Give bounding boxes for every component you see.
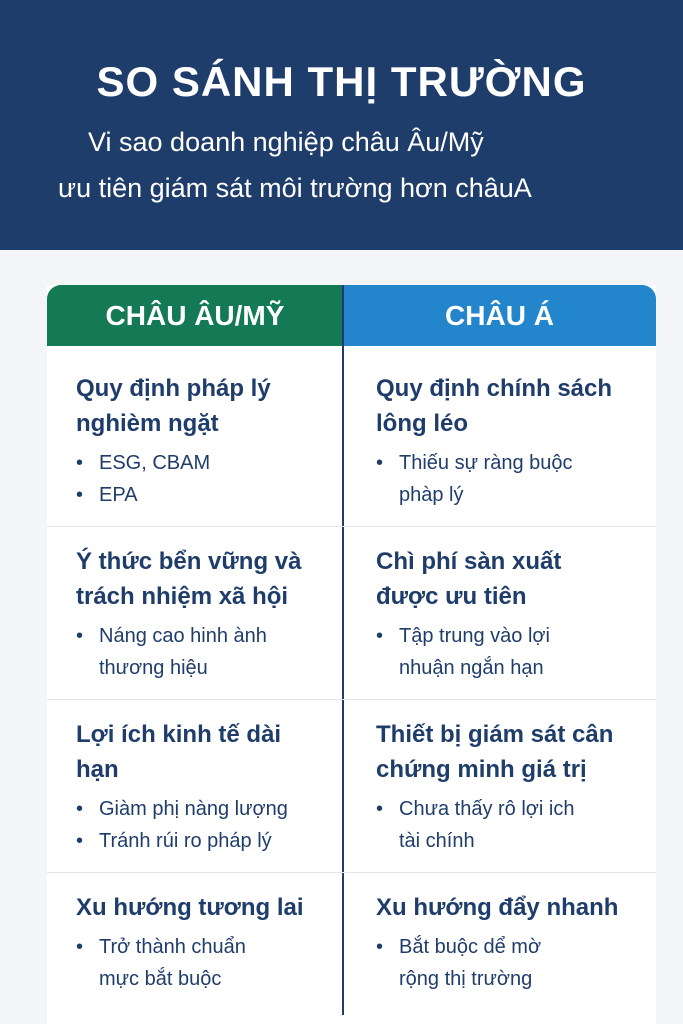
cell-europe-regulation bbox=[76, 371, 346, 511]
cell-title-line: Chì phí sàn xuất bbox=[376, 548, 562, 575]
cell-title-line: lông léo bbox=[376, 410, 468, 437]
list-item-text: Chưa thấy rô lợi ich bbox=[399, 798, 575, 820]
cell-title-line: Quy định pháp lý bbox=[76, 375, 271, 402]
cell-title bbox=[76, 717, 346, 787]
bullet-list bbox=[376, 793, 646, 857]
cell-title-line: trách nhiệm xã hội bbox=[76, 583, 289, 610]
list-item-text: Tập trung vào lợi bbox=[399, 625, 550, 647]
column-header-asia: CHÂU Á bbox=[343, 285, 656, 346]
bullet-list bbox=[76, 620, 346, 684]
list-item-text: phàp lý bbox=[399, 484, 464, 506]
list-item-text: Trở thành chuẩn bbox=[99, 936, 246, 958]
cell-asia-regulation bbox=[376, 371, 646, 511]
cell-title-line: Lợi ích kinh tế dài bbox=[76, 721, 282, 748]
list-item bbox=[376, 793, 646, 857]
list-item bbox=[376, 620, 646, 684]
cell-title-line: hạn bbox=[76, 756, 119, 783]
list-item bbox=[76, 620, 346, 684]
cell-title bbox=[76, 890, 346, 925]
header-banner bbox=[0, 0, 683, 250]
cell-title-line: nghièm ngặt bbox=[76, 410, 219, 437]
bullet-list bbox=[376, 447, 646, 511]
cell-title bbox=[376, 890, 646, 925]
cell-title-line: chứng minh giá trị bbox=[376, 756, 587, 783]
list-item-text: tài chính bbox=[399, 830, 475, 852]
subtitle-line-2: ưu tiên giám sát môi trường hơn châuA bbox=[58, 173, 532, 203]
row-separator bbox=[47, 699, 656, 700]
list-item: • Tránh rúi ro pháp lý bbox=[76, 825, 346, 857]
comparison-table bbox=[47, 285, 656, 1024]
cell-title bbox=[76, 371, 346, 441]
list-item-text: Náng cao hinh ành bbox=[99, 625, 267, 647]
list-item-text: nhuận ngắn hạn bbox=[399, 657, 544, 679]
list-item bbox=[376, 447, 646, 511]
row-separator bbox=[47, 872, 656, 873]
column-header-europe-us: CHÂU ÂU/MỸ bbox=[47, 285, 343, 346]
cell-title bbox=[376, 544, 646, 614]
cell-europe-economic-benefit bbox=[76, 717, 346, 857]
cell-europe-future-trend bbox=[76, 890, 346, 995]
list-item: • EPA bbox=[76, 479, 346, 511]
cell-asia-accelerating-trend bbox=[376, 890, 646, 995]
list-item-text: mực bắt buộc bbox=[99, 968, 222, 990]
list-item-text: rộng thị trường bbox=[399, 968, 533, 990]
list-item-text: thương hiệu bbox=[99, 657, 208, 679]
bullet-list bbox=[76, 447, 346, 511]
bullet-list bbox=[76, 793, 346, 857]
list-item bbox=[376, 931, 646, 995]
page-title: SO SÁNH THỊ TRƯỜNG bbox=[96, 58, 587, 105]
cell-title bbox=[376, 371, 646, 441]
cell-title-line: Ý thức bển vững và bbox=[76, 548, 302, 575]
cell-title-line: Xu hướng tương lai bbox=[76, 894, 304, 921]
cell-title-line: được ưu tiên bbox=[376, 583, 527, 610]
list-item bbox=[76, 931, 346, 995]
cell-title-line: Thiết bị giám sát cân bbox=[376, 721, 614, 748]
cell-asia-cost bbox=[376, 544, 646, 684]
list-item-text: Bắt buộc dể mờ bbox=[399, 936, 542, 958]
list-item-text: Thiếu sự ràng buộc bbox=[399, 452, 573, 474]
cell-title-line: Quy định chính sách bbox=[376, 375, 613, 402]
cell-title-line: Xu hướng đẩy nhanh bbox=[376, 894, 619, 921]
list-item: • ESG, CBAM bbox=[76, 447, 346, 479]
row-separator bbox=[47, 526, 656, 527]
subtitle-line-1: Vi sao doanh nghiệp châu Âu/Mỹ bbox=[88, 127, 484, 157]
list-item: • Giàm phị nàng lượng bbox=[76, 793, 346, 825]
bullet-list bbox=[376, 931, 646, 995]
cell-europe-sustainability bbox=[76, 544, 346, 684]
cell-title bbox=[76, 544, 346, 614]
bullet-list bbox=[376, 620, 646, 684]
bullet-list bbox=[76, 931, 346, 995]
cell-title bbox=[376, 717, 646, 787]
cell-asia-equipment-value bbox=[376, 717, 646, 857]
